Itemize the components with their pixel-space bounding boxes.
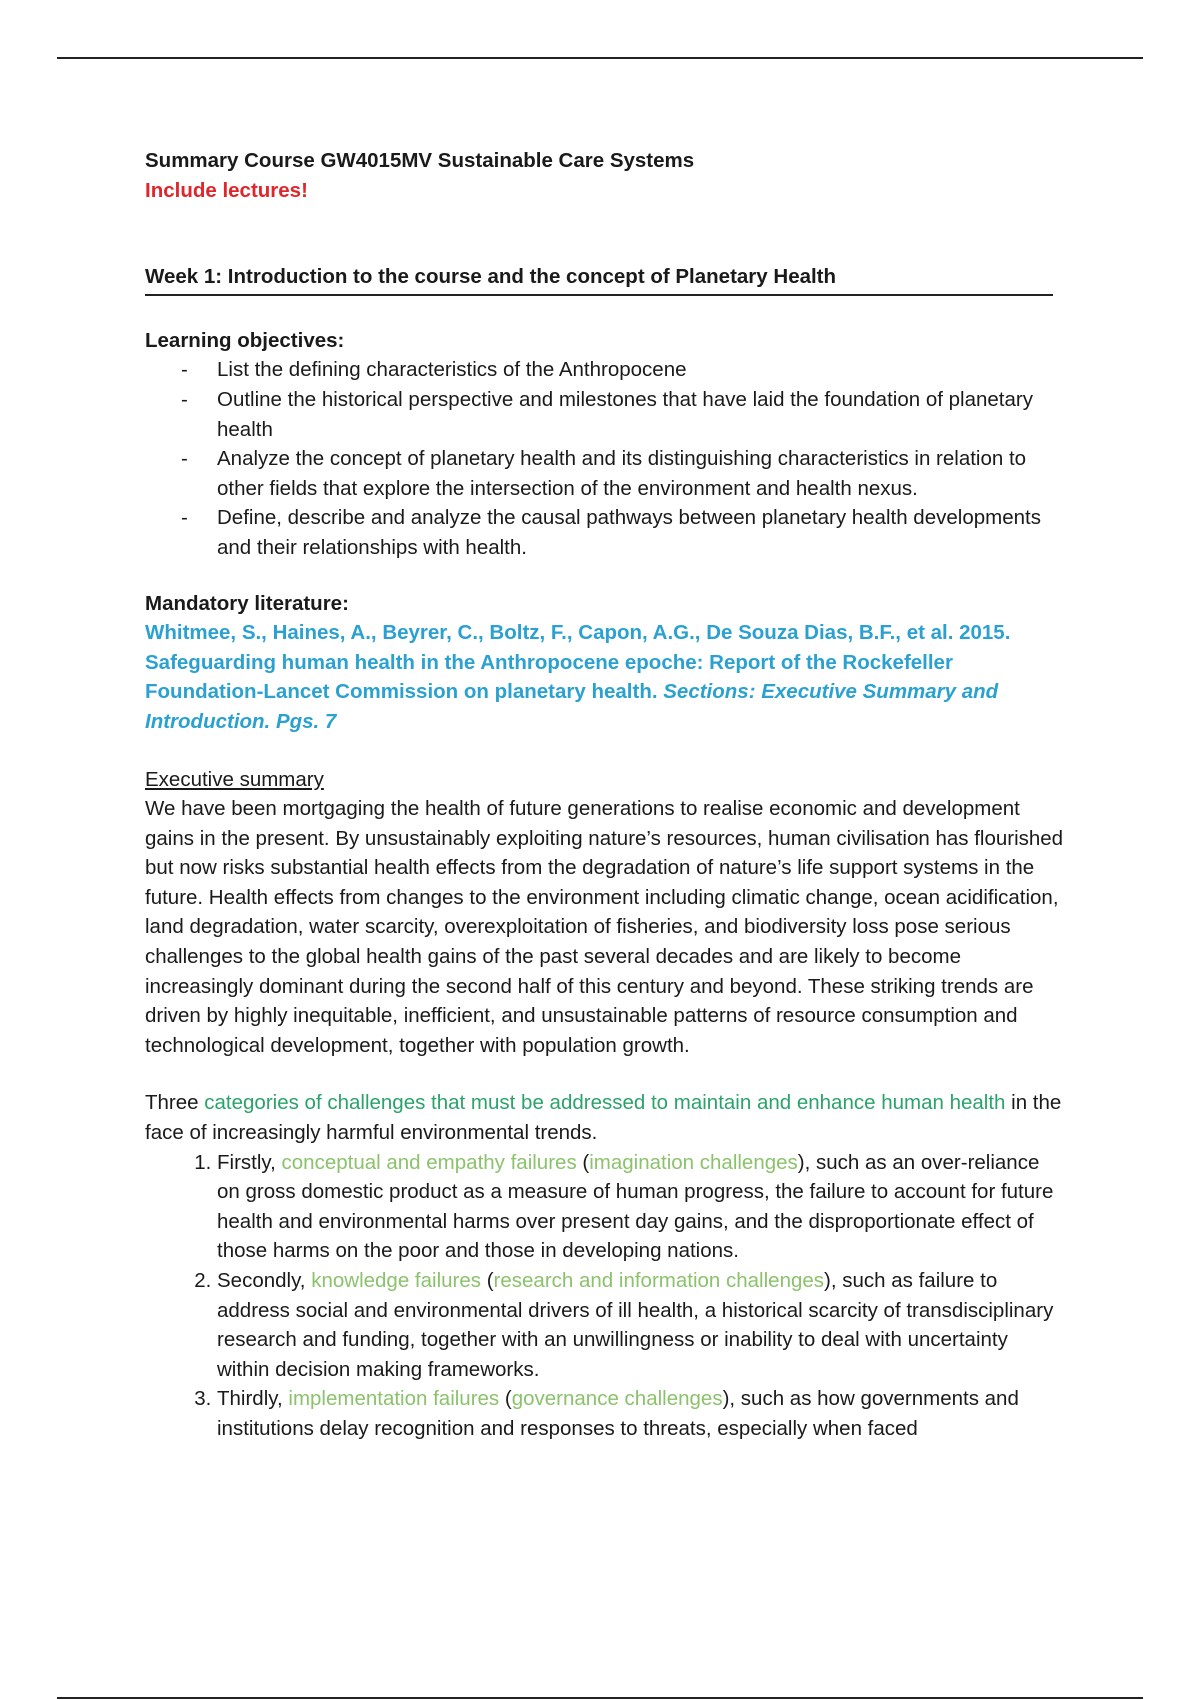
challenge-lead: Thirdly, (217, 1387, 283, 1411)
learning-objectives-heading: Learning objectives: (145, 328, 345, 352)
three-intro-post: in the face of increasingly harmful environmental trends. (145, 1091, 1062, 1145)
challenge-type-highlight: imagination challenges (589, 1150, 798, 1174)
document-page (145, 146, 1065, 1444)
challenge-description: ), such as how governments and institutions delay recognition and responses to threats, especially when faced (217, 1387, 1019, 1440)
include-lectures-note: Include lectures! (145, 178, 308, 202)
executive-summary-paragraph: We have been mortgaging the health of future generations to realise economic and development gains in the present. By unsustainably exploiting nature’s resources, human civilisation has flourished but now risks substantial health effects from the degradation of nature’s life support systems in the future. Health effects from changes to the environment including climatic change, ocean acidification, land degradation, water scarcity, overexploitation of fisheries, and biodiversity loss pose serious challenges to the global health gains of the past several decades and are likely to become increasingly dominant during the second half of this century and beyond. These striking trends are driven by highly inequitable, inefficient, and unsustainable patterns of resource consumption and technological development, together with population growth. (145, 797, 1064, 1057)
challenges-list (145, 1148, 1065, 1444)
challenge-failure-highlight: implementation failures (288, 1387, 500, 1411)
three-categories-paragraph (145, 1088, 1065, 1147)
challenge-failure-highlight: knowledge failures (311, 1269, 482, 1292)
executive-summary-heading: Executive summary (145, 767, 324, 791)
citation-sections-text: Sections: Executive Summary and Introduction. Pgs. 7 (145, 680, 999, 733)
mandatory-literature-heading: Mandatory literature: (145, 591, 349, 615)
bottom-page-rule (57, 1697, 1143, 1699)
challenge-item: 3. Thirdly, implementation failures (governance challenges), such as how governments and institutions delay recognition and responses to threats, especially when faced (217, 1384, 1065, 1443)
week-1-heading: Week 1: Introduction to the course and the concept of Planetary Health (145, 262, 1053, 296)
learning-objectives-list (145, 355, 1065, 562)
objective-item: - List the defining characteristics of the Anthropocene (217, 355, 1065, 385)
literature-citation (145, 618, 1065, 736)
objective-item: - Analyze the concept of planetary health and its distinguishing characteristics in relation to other fields that explore the intersection of the environment and health nexus. (217, 444, 1065, 503)
challenge-description: ), such as an over-reliance on gross domestic product as a measure of human progress, the failure to account for future health and environmental harms over present day gains, and the disproportionate effect of those harms on the poor and those in developing nations. (217, 1150, 1054, 1263)
challenge-lead: Firstly, (217, 1150, 276, 1174)
document-title: Summary Course GW4015MV Sustainable Care Systems (145, 149, 695, 172)
challenge-type-highlight: governance challenges (511, 1387, 723, 1411)
challenge-item: 2. Secondly, knowledge failures (research and information challenges), such as failure to address social and environmental drivers of ill health, a historical scarcity of transdisciplinary research and funding, together with an unwillingness or inability to deal with uncertainty within decision making frameworks. (217, 1266, 1065, 1384)
challenge-lead: Secondly, (217, 1269, 306, 1292)
challenge-type-highlight: research and information challenges (493, 1269, 825, 1292)
objective-item: - Outline the historical perspective and milestones that have laid the foundation of planetary health (217, 385, 1065, 444)
three-intro-pre: Three (145, 1091, 199, 1115)
three-intro-highlight: categories of challenges that must be addressed to maintain and enhance human health (204, 1091, 1006, 1115)
citation-main-text: Whitmee, S., Haines, A., Beyrer, C., Boltz, F., Capon, A.G., De Souza Dias, B.F., et al. 2015. Safeguarding human health in the Anthropocene epoche: Report of the Rockefeller Foundation-Lancet Commission on planetary health. (145, 621, 1011, 704)
objective-item: - Define, describe and analyze the causal pathways between planetary health developments and their relationships with health. (217, 503, 1065, 562)
top-page-rule (57, 57, 1143, 59)
challenge-failure-highlight: conceptual and empathy failures (281, 1150, 577, 1174)
challenge-item: 1. Firstly, conceptual and empathy failures (imagination challenges), such as an over-reliance on gross domestic product as a measure of human progress, the failure to account for future health and environmental harms over present day gains, and the disproportionate effect of those harms on the poor and those in developing nations. (217, 1148, 1065, 1266)
challenge-description: ), such as failure to address social and environmental drivers of ill health, a historical scarcity of transdisciplinary research and funding, together with an unwillingness or inability to deal with uncertainty within decision making frameworks. (217, 1269, 1054, 1381)
